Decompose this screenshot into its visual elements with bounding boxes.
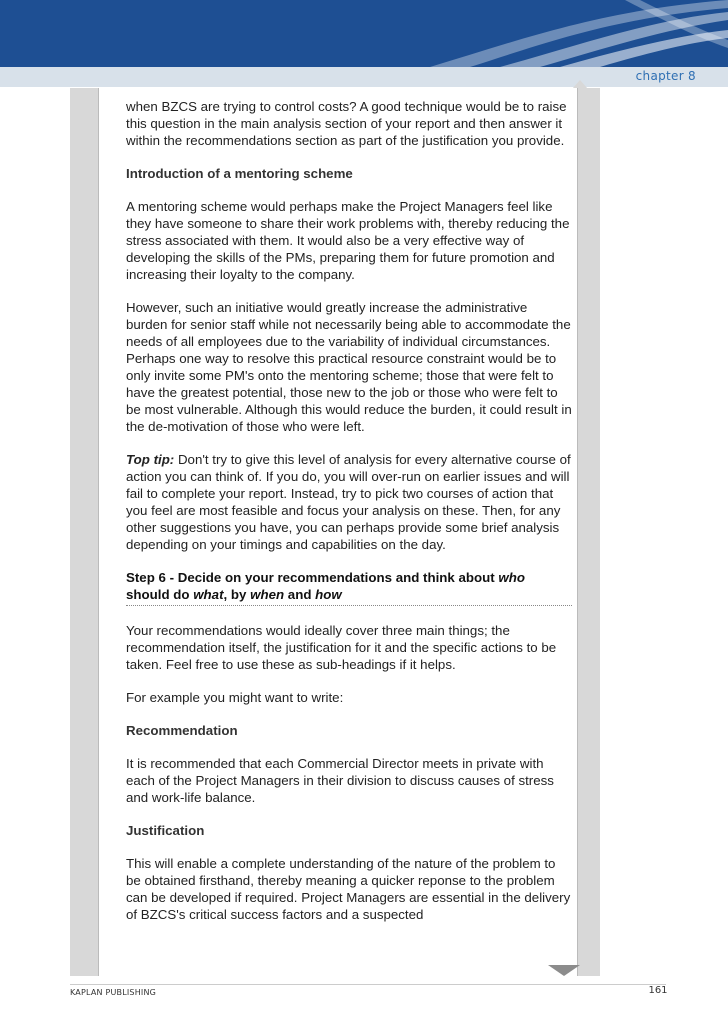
paragraph-mentoring-benefits: A mentoring scheme would perhaps make the Project Managers feel like they have someone to share their work problems with, thereby reducing the stress associated with them. It would also be a very effective way of developing the skills of the PMs, preparing them for future promotion and increasing their loyalty to the company.	[126, 199, 570, 282]
footer-rule	[70, 984, 666, 985]
chapter-rule	[0, 67, 728, 87]
header-band	[0, 0, 728, 67]
top-tip-text: Don't try to give this level of analysis for every alternative course of action you can think of. If you do, you will over-run on earlier issues and will fail to complete your report. Instead, try to pick two courses of action that you feel are most feasible and focus your analysis on these. Then, for any other suggestions you have, you can perhaps provide some brief analysis depending on your timings and capabilities on the day.	[126, 452, 571, 552]
step-how: how	[315, 587, 342, 602]
step-text-4: and	[284, 587, 316, 602]
page-fold-bottom	[548, 965, 580, 976]
step-text-2: should do	[126, 587, 194, 602]
heading-recommendation: Recommendation	[126, 723, 238, 738]
paragraph-mentoring-drawbacks: However, such an initiative would greatly increase the administrative burden for senior staff while not necessarily being able to accommodate the needs of all employees due to the variability of individual circumstances. Perhaps one way to resolve this practical resource constraint would be to only invite some PM's onto the mentoring scheme; those that were felt to have the greatest potential, those new to the job or those who were felt to be most vulnerable. Although this would reduce the burden, it could result in the de-motivation of those who were left.	[126, 300, 572, 434]
body-text	[126, 98, 572, 939]
paragraph-justification: This will enable a complete understanding of the nature of the problem to be obtained firsthand, thereby meaning a quicker reponse to the problem can be developed if required. Project Managers are essential in the delivery of BZCS's critical success factors and a suspected	[126, 856, 571, 922]
step-what: what	[193, 587, 224, 602]
heading-justification: Justification	[126, 823, 205, 838]
top-tip-label: Top tip:	[126, 452, 175, 467]
paragraph-example: For example you might want to write:	[126, 690, 344, 705]
step-6-heading	[126, 569, 572, 606]
heading-mentoring: Introduction of a mentoring scheme	[126, 166, 353, 181]
chapter-label: chapter 8	[635, 69, 696, 83]
step-text-1: Step 6 - Decide on your recommendations and think about	[126, 570, 499, 585]
top-tip	[126, 451, 572, 553]
header-swoosh-graphic	[0, 0, 728, 67]
step-text-3: , by	[223, 587, 251, 602]
paragraph-recommendation: It is recommended that each Commercial Director meets in private with each of the Project Managers in their division to discuss causes of stress and work-life balance.	[126, 756, 554, 805]
paragraph-recommendations: Your recommendations would ideally cover three main things; the recommendation itself, the justification for it and the specific actions to be taken. Feel free to use these as sub-headings if it helps.	[126, 623, 557, 672]
step-when: when	[250, 587, 285, 602]
step-who: who	[498, 570, 525, 585]
page-number: 161	[648, 985, 668, 996]
paragraph-intro: when BZCS are trying to control costs? A good technique would be to raise this question in the main analysis section of your report and then answer it within the recommendations section as part of the justification you provide.	[126, 99, 567, 148]
publisher-label: KAPLAN PUBLISHING	[70, 988, 157, 997]
